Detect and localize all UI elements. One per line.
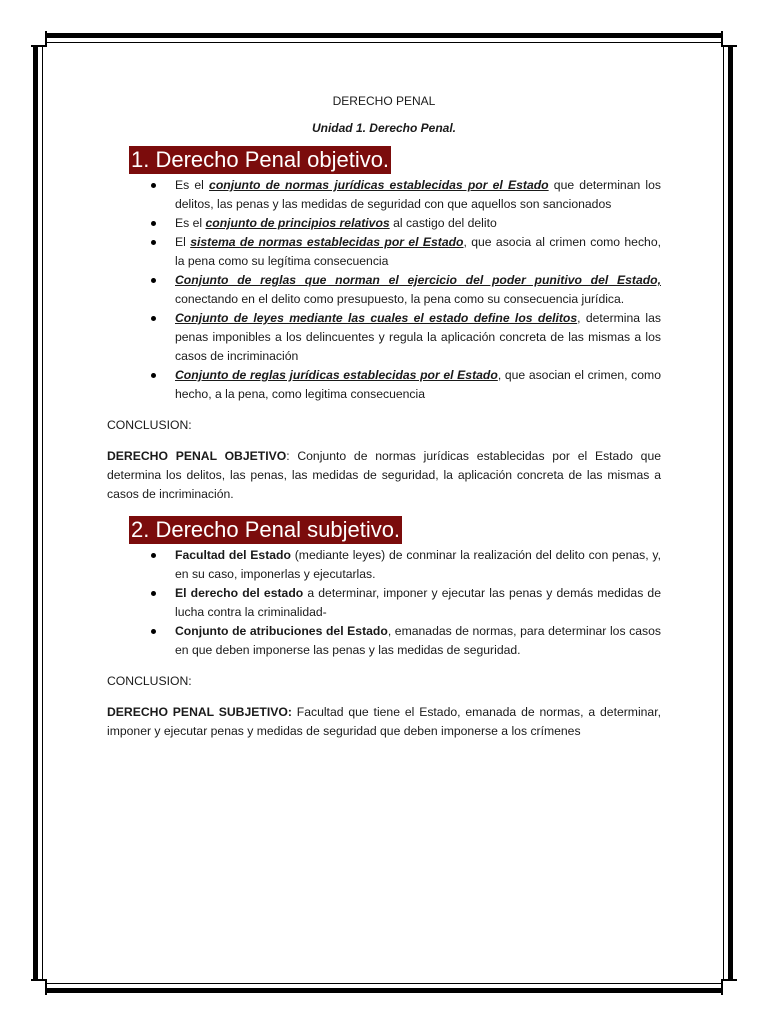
item-bold: El derecho del estado [175, 586, 304, 600]
border-corner-top-right [721, 31, 737, 47]
item-text: , emanadas de normas, para determinar los casos en que deben imponerse las penas y las medidas de seguridad. [175, 624, 661, 657]
item-text: al castigo del delito [389, 216, 497, 230]
list-item [175, 176, 661, 214]
list-item [175, 584, 661, 622]
item-text: , que asocia al crimen como hecho, la pena como su legítima consecuencia [175, 235, 661, 268]
item-emphasis: Conjunto de leyes mediante las cuales el estado define los delitos [175, 311, 578, 325]
border-corner-bottom-right [721, 979, 737, 995]
document-title: DERECHO PENAL [332, 94, 436, 108]
list-item [175, 233, 661, 271]
item-text: , determina las penas imponibles a los delincuentes y regula la aplicación concreta de las mismas a los casos de incriminación [175, 311, 661, 363]
list-item [175, 271, 661, 309]
border-corner-top-left [31, 31, 47, 47]
item-text: a determinar, imponer y ejecutar las penas y demás medidas de lucha contra la criminalidad- [175, 586, 661, 619]
item-text: , que asocian el crimen, como hecho, a la pena, como legitima consecuencia [175, 368, 661, 401]
item-emphasis: Conjunto de reglas jurídicas establecidas por el Estado [175, 368, 498, 382]
item-emphasis: conjunto de normas jurídicas establecidas por el Estado [209, 178, 549, 192]
section-subjetivo [107, 516, 661, 741]
document-subtitle: Unidad 1. Derecho Penal. [311, 121, 457, 135]
item-text: que determinan los delitos, las penas y las medidas de seguridad con que aquellos son sancionados [175, 178, 662, 211]
section-heading-subjetivo: 2. Derecho Penal subjetivo. [131, 517, 401, 542]
list-item [175, 309, 661, 366]
conclusion-label-objetivo: CONCLUSION: [107, 418, 192, 432]
list-item [175, 622, 661, 660]
item-prefix: Es el [175, 216, 206, 230]
conclusion-term: DERECHO PENAL SUBJETIVO: [107, 705, 292, 719]
document-body [107, 92, 661, 749]
list-item [175, 366, 661, 404]
border-corner-bottom-left [31, 979, 47, 995]
item-prefix: Es el [175, 178, 210, 192]
conclusion-definition: : Conjunto de normas jurídicas establecidas por el Estado que determina los delitos, las penas, las medidas de seguridad, la aplicación concreta de las mismas a casos de incriminación. [107, 449, 661, 501]
item-bold: Conjunto de atribuciones del Estado [175, 624, 388, 638]
item-text: (mediante leyes) de conminar la realización del delito con penas, y, en su caso, imponerlas y ejecutarlas. [175, 548, 661, 581]
conclusion-objetivo [107, 447, 661, 504]
bullet-list-subjetivo [107, 546, 661, 660]
bullet-list-objetivo [107, 176, 661, 404]
item-emphasis: conjunto de principios relativos [205, 216, 390, 230]
conclusion-term: DERECHO PENAL OBJETIVO [107, 449, 287, 463]
section-heading-objetivo: 1. Derecho Penal objetivo. [131, 147, 390, 172]
conclusion-subjetivo [107, 703, 661, 741]
conclusion-label-subjetivo: CONCLUSION: [107, 674, 192, 688]
item-bold: Facultad del Estado [175, 548, 291, 562]
conclusion-definition: Facultad que tiene el Estado, emanada de normas, a determinar, imponer y ejecutar penas y medidas de seguridad que deben imponerse a los crímenes [107, 705, 661, 738]
item-text: conectando en el delito como presupuesto, la pena como su consecuencia jurídica. [175, 292, 625, 306]
item-emphasis: Conjunto de reglas que norman el ejercicio del poder punitivo del Estado, [175, 273, 661, 287]
item-prefix: El [175, 235, 191, 249]
section-objetivo [107, 146, 661, 504]
list-item [175, 214, 661, 233]
item-emphasis: sistema de normas establecidas por el Estado [190, 235, 464, 249]
list-item [175, 546, 661, 584]
